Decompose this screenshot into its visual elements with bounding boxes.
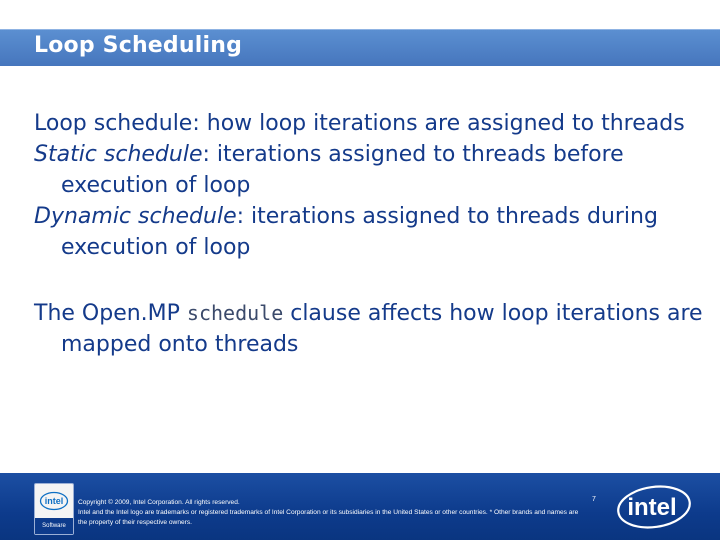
clause-after: clause affects how loop iterations are mapped onto threads (61, 301, 703, 357)
footer (0, 473, 720, 540)
slide-content (34, 108, 704, 360)
slide-title: Loop Scheduling (34, 33, 243, 58)
badge-logo (35, 484, 73, 518)
bullet-text: : iterations assigned to threads before execution of loop (61, 142, 624, 198)
clause-before: The Open.MP (34, 301, 187, 326)
intel-logo-icon (615, 483, 693, 531)
badge-logo-text: intel (44, 496, 64, 506)
page-number: 7 (592, 496, 596, 503)
bullet-static-schedule (34, 139, 704, 201)
title-bar (0, 29, 720, 66)
intel-badge-icon (39, 490, 69, 512)
intel-logo-text: intel (627, 494, 677, 521)
spacer (34, 263, 704, 298)
bullet-term: Static schedule (34, 142, 203, 167)
bullet-dynamic-schedule (34, 201, 704, 263)
copyright-line: Copyright © 2009, Intel Corporation. All rights reserved. (78, 499, 240, 506)
legal-text (78, 498, 588, 528)
bullet-text: : iterations assigned to threads during execution of loop (61, 204, 658, 260)
badge-label: Software (35, 518, 73, 534)
code-schedule: schedule (186, 301, 284, 325)
trademark-line: Intel and the Intel logo are trademarks or registered trademarks of Intel Corporation or its subsidiaries in the United States or other countries. * Other brands and names are the property of their respective owners. (78, 509, 579, 526)
bullet-text: Loop schedule: how loop iterations are assigned to threads (34, 111, 685, 136)
intel-software-badge (34, 483, 74, 535)
bullet-schedule-clause (34, 298, 704, 360)
bullet-loop-schedule (34, 108, 704, 139)
bullet-term: Dynamic schedule (34, 204, 237, 229)
